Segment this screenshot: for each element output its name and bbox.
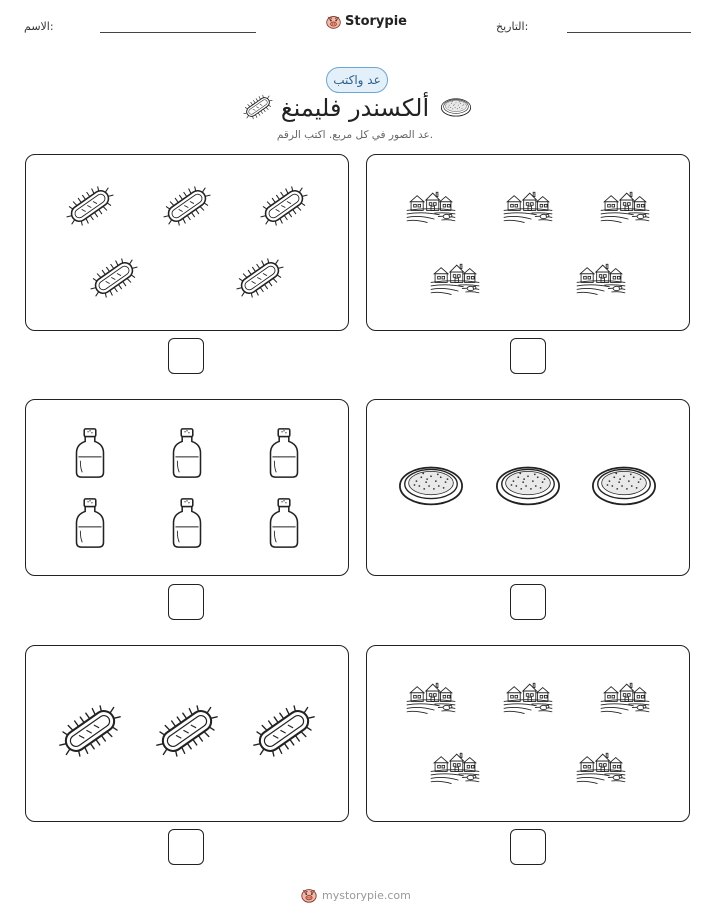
- page-title: ألكسندر فليمنغ: [280, 94, 430, 122]
- bacteria-icon: [161, 183, 213, 229]
- footer-url[interactable]: mystorypie.com: [322, 888, 411, 902]
- answer-box-6[interactable]: [168, 829, 204, 865]
- exercise-box-3: [366, 399, 690, 576]
- bacteria-icon: [250, 698, 318, 764]
- bacteria-icon: [234, 255, 286, 301]
- footer: [300, 884, 420, 906]
- farm-icon: [502, 189, 554, 225]
- task-badge: عد واكتب: [326, 67, 388, 93]
- date-field[interactable]: [567, 32, 691, 33]
- answer-box-1[interactable]: [510, 338, 546, 374]
- exercise-box-1: [366, 154, 690, 331]
- bottle-icon: [264, 496, 304, 550]
- exercise-box-4: [25, 399, 349, 576]
- farm-icon: [575, 261, 627, 297]
- petri-dish-icon: [397, 462, 465, 508]
- bacteria-icon: [88, 255, 140, 301]
- answer-box-3[interactable]: [510, 584, 546, 620]
- brand-name: Storypie: [345, 14, 407, 29]
- farm-icon: [405, 680, 457, 716]
- date-label: التاريخ:: [496, 20, 529, 33]
- bacteria-icon: [56, 698, 124, 764]
- farm-icon: [599, 189, 651, 225]
- farm-icon: [502, 680, 554, 716]
- name-label: الاسم:: [24, 20, 54, 33]
- pig-logo-icon: [300, 886, 318, 904]
- exercise-box-6: [25, 645, 349, 822]
- bottle-icon: [167, 426, 207, 480]
- answer-box-5[interactable]: [510, 829, 546, 865]
- farm-icon: [429, 750, 481, 786]
- petri-dish-icon: [590, 462, 658, 508]
- answer-box-2[interactable]: [168, 338, 204, 374]
- exercise-box-2: [25, 154, 349, 331]
- instruction-text: عد الصور في كل مربع. اكتب الرقم.: [276, 129, 434, 141]
- bacteria-icon: [242, 93, 274, 121]
- pig-logo-icon: [325, 13, 342, 30]
- bottle-icon: [70, 496, 110, 550]
- bacteria-icon: [64, 183, 116, 229]
- exercise-box-5: [366, 645, 690, 822]
- farm-icon: [599, 680, 651, 716]
- petri-dish-icon: [440, 96, 472, 118]
- petri-dish-icon: [494, 462, 562, 508]
- farm-icon: [429, 261, 481, 297]
- bacteria-icon: [258, 183, 310, 229]
- farm-icon: [405, 189, 457, 225]
- bottle-icon: [264, 426, 304, 480]
- answer-box-4[interactable]: [168, 584, 204, 620]
- bottle-icon: [70, 426, 110, 480]
- farm-icon: [575, 750, 627, 786]
- name-field[interactable]: [100, 32, 256, 33]
- bottle-icon: [167, 496, 207, 550]
- bacteria-icon: [153, 698, 221, 764]
- brand-logo: [325, 13, 407, 30]
